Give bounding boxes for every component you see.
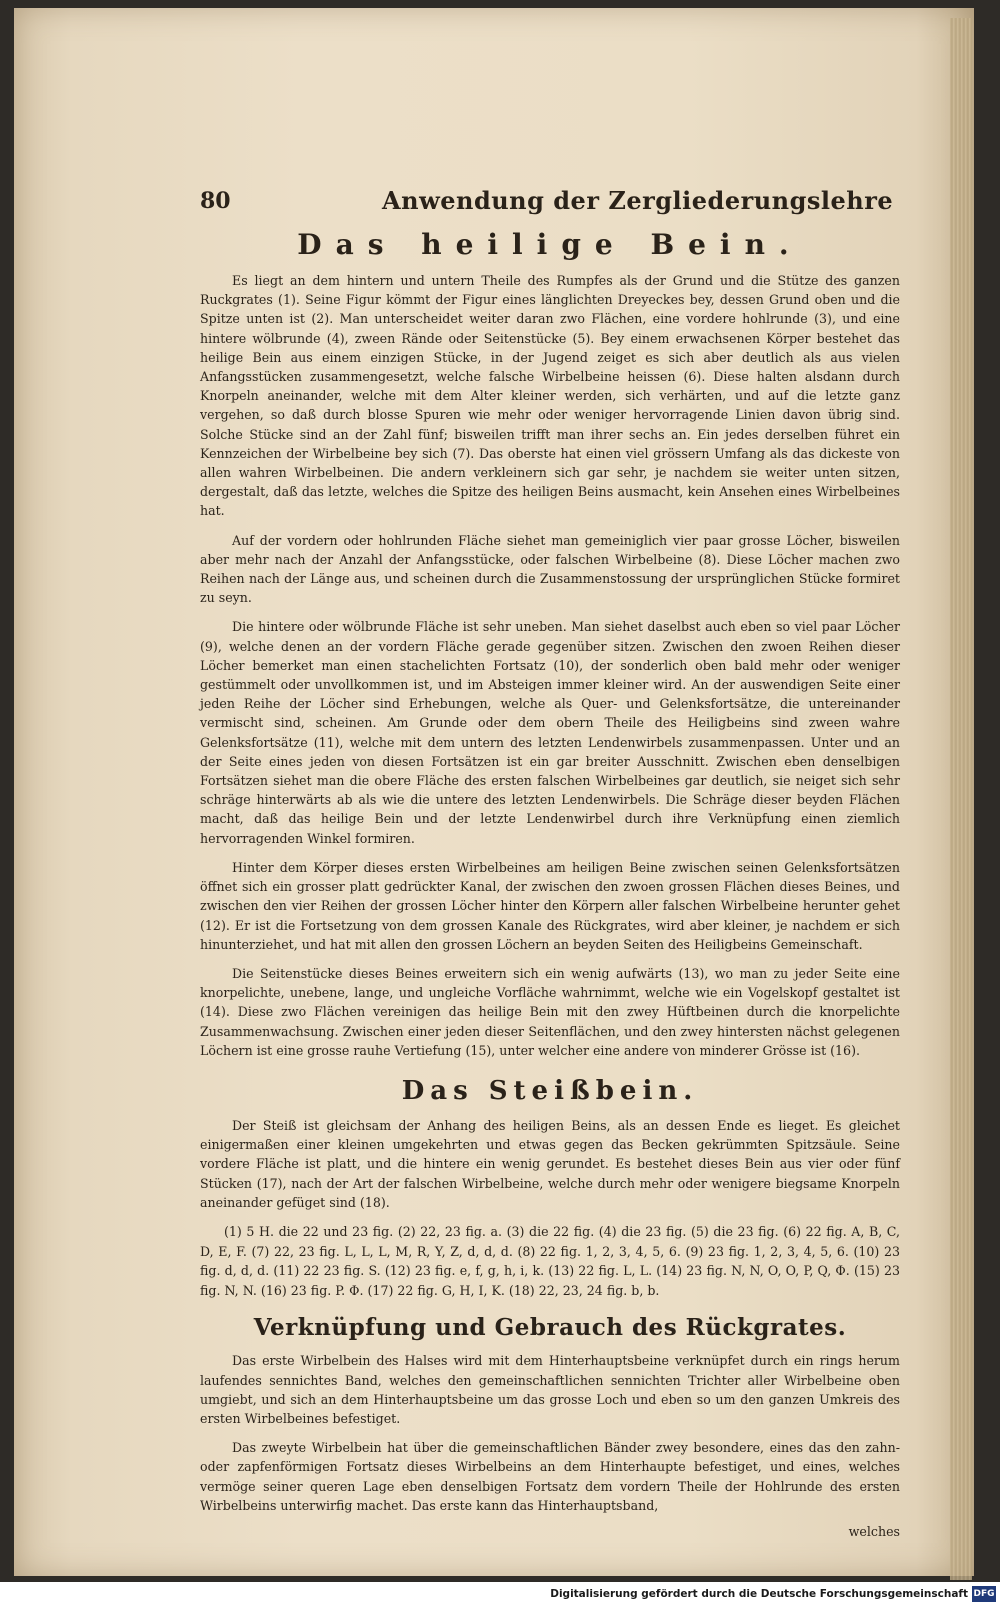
heading-steissbein: Das Steißbein. — [401, 1075, 699, 1106]
running-title: Anwendung der Zergliederungslehre — [382, 186, 894, 215]
paragraph: Es liegt an dem hintern und untern Theile des Rumpfes als der Grund und die Stütze des ganzen Ruckgrates (1). Seine Figur kömmt der Figur eines länglichten Dreyeckes bey, dessen Grund oben und die Spitze unten ist (2). Man unterscheidet weiter daran zwo Flächen, eine vordere hohlrunde (3), und eine hintere wölbrunde (4), zween Rände oder Seitenstücke (5). Bey einem erwachsenen Körper bestehet das heilige Bein aus einem einzigen Stücke, in der Jugend zeiget es sich aber deutlich als aus vielen Anfangsstücken zusammengesetzt, welche falsche Wirbelbeine heissen (6). Diese halten alsdann durch Knorpeln aneinander, welche mit dem Alter kleiner werden, sich verhärten, und auf die letzte ganz vergehen, so daß durch blosse Spuren wie mehr oder weniger hervorragende Linien davon übrig sind. Solche Stücke sind an der Zahl fünf; bisweilen trifft man ihrer sechs an. Ein jedes derselben führet ein Kennzeichen der Wirbelbeine bey sich (7). Das oberste hat einen viel grössern Umfang als das dickeste von allen wahren Wirbelbeinen. Die andern verkleinern sich gar sehr, je nachdem sie weiter unten sitzen, dergestalt, daß das letzte, welches die Spitze des heiligen Beins ausmacht, kein Ansehen eines Wirbelbeines hat. — [200, 273, 900, 519]
footer-credit: Digitalisierung gefördert durch die Deutsche Forschungsgemeinschaft — [550, 1588, 968, 1600]
heading-verknuepfung: Verknüpfung und Gebrauch des Rückgrates. — [253, 1314, 847, 1342]
paragraph: Hinter dem Körper dieses ersten Wirbelbeines am heiligen Beine zwischen seinen Gelenksfortsätzen öffnet sich ein grosser platt gedrückter Kanal, der zwischen den zwoen grossen Flächen dieses Beines, und zwischen den vier Reihen der grossen Löcher hinter den Körpern aller falschen Wirbelbeine herunter gehet (12). Er ist die Fortsetzung von dem grossen Kanale des Rückgrates, wird aber kleiner, je nachdem er sich hinunterziehet, und hat mit allen den grossen Löchern an beyden Seiten des Heiligbeins Gemeinschaft. — [200, 859, 900, 952]
paragraph: Der Steiß ist gleichsam der Anhang des heiligen Beins, als an dessen Ende es lieget. Es gleichet einigermaßen einer kleinen umgekehrten und etwas gegen das Becken gekrümmten Spitzsäule. Seine vordere Fläche ist platt, und die hintere ein wenig gerundet. Es bestehet dieses Bein aus vier oder fünf Stücken (17), nach der Art der falschen Wirbelbeine, welche durch mehr oder wenigere biegsame Knorpeln aneinander gefüget sind (18). — [200, 1117, 900, 1210]
heading-heilige-bein: Das heilige Bein. — [297, 228, 803, 261]
paragraph: Die Seitenstücke dieses Beines erweitern sich ein wenig aufwärts (13), wo man zu jeder Seite eine knorpelichte, unebene, lange, und ungleiche Vorfläche wahrnimmt, welche wie ein Vogelskopf gestaltet ist (14). Diese zwo Flächen vereinigen das heilige Bein mit den zwey Hüftbeinen durch die knorpelichte Zusammenwachsung. Zwischen einer jeden dieser Seitenflächen, und den zwey hintersten nächst gelegenen Löchern ist eine grosse rauhe Vertiefung (15), unter welcher eine andere von minderer Grösse ist (16). — [200, 965, 900, 1058]
paragraph: Auf der vordern oder hohlrunden Fläche siehet man gemeiniglich vier paar grosse Löcher, bisweilen aber mehr nach der Anzahl der Anfangsstücke, oder falschen Wirbelbeine (8). Diese Löcher machen zwo Reihen nach der Länge aus, und scheinen durch die Zusammenstossung der ursprünglichen Stücke formiret zu seyn. — [200, 532, 900, 606]
paragraph: Das zweyte Wirbelbein hat über die gemeinschaftlichen Bänder zwey besondere, eines das den zahn- oder zapfenförmigen Fortsatz dieses Wirbelbeins an dem Hinterhaupte befestiget, und eines, welches vermöge seiner queren Lage eben denselbigen Fortsatz dem vordern Theile der Hohlrunde des ersten Wirbelbeins unterwirfig machet. Das erste kann das Hinterhauptsband, — [200, 1440, 900, 1513]
paragraph: Das erste Wirbelbein des Halses wird mit dem Hinterhauptsbeine verknüpfet durch ein rings herum laufendes sennichtes Band, welches den gemeinschaftlichen sennichten Trichter aller Wirbelbeine oben umgiebt, und sich an dem Hinterhauptsbeine um das grosse Loch und eben so um den ganzen Umkreis des ersten Wirbelbeines befestiget. — [200, 1353, 900, 1426]
page-edge — [950, 18, 972, 1580]
running-head — [200, 182, 900, 222]
footer-bar — [0, 1582, 1000, 1607]
dfg-logo: DFG — [972, 1586, 996, 1602]
paragraph: Die hintere oder wölbrunde Fläche ist sehr uneben. Man siehet daselbst auch eben so viel paar Löcher (9), welche denen an der vordern Fläche gerade gegenüber sitzen. Zwischen den zwoen Reihen dieser Löcher bemerket man einen stachelichten Fortsatz (10), der sonderlich oben bald mehr oder weniger gestümmelt oder unvollkommen ist, und im Absteigen immer kleiner wird. An der auswendigen Seite einer jeden Reihe der Löcher sind Erhebungen, welche als Quer- und Gelenksfortsätze, die untereinander vermischt sind, scheinen. Am Grunde oder dem obern Theile des Heiligbeins sind zween wahre Gelenksfortsätze (11), welche mit dem untern des letzten Lendenwirbels zusammenpassen. Unter und an der Seite eines jeden von diesen Fortsätzen ist ein gar breiter Ausschnitt. Zwischen eben denselbigen Fortsätzen siehet man die obere Fläche des ersten falschen Wirbelbeines gar deutlich, sie neiget sich sehr schräge hinterwärts ab als wie die untere des letzten Lendenwirbels. Die Schräge dieser beyden Flächen macht, daß das heilige Bein und der letzte Lendenwirbel durch ihre Verknüpfung einen ziemlich hervorragenden Winkel formiren. — [200, 619, 900, 846]
catchword: welches — [848, 1523, 900, 1539]
figure-references: (1) 5 H. die 22 und 23 fig. (2) 22, 23 fig. a. (3) die 22 fig. (4) die 23 fig. (5) die 23 fig. (6) 22 fig. A, B, C, D, E, F. (7) 22, 23 fig. L, L, L, M, R, Y, Z, d, d, d. (8) 22 fig. 1, 2, 3, 4, 5, 6. (9) 23 fig. 1, 2, 3, 4, 5, 6. (10) 23 fig. d, d, d. (11) 22 23 fig. S. (12) 23 fig. e, f, g, h, i, k. (13) 22 fig. L, L. (14) 23 fig. N, N, O, O, P, Q, Φ. (15) 23 fig. N, N. (16) 23 fig. P. Φ. (17) 22 fig. G, H, I, K. (18) 22, 23, 24 fig. b, b. — [200, 1223, 900, 1298]
page-content — [200, 182, 900, 1541]
page-number: 80 — [200, 188, 231, 214]
